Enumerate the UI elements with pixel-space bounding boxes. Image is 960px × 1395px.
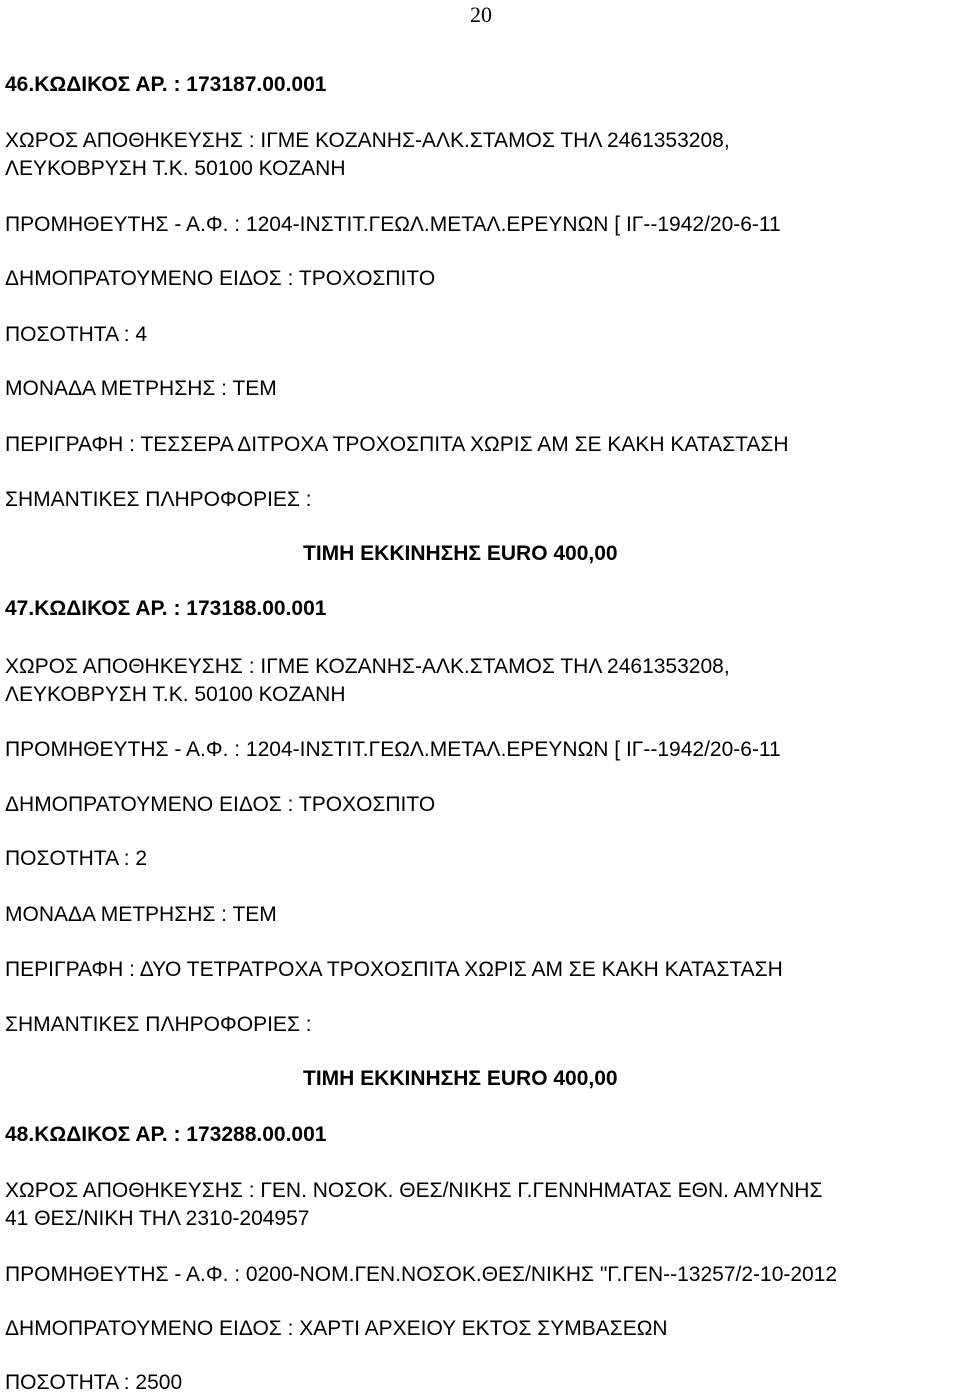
- storage-location: ΧΩΡΟΣ ΑΠΟΘΗΚΕΥΣΗΣ : ΙΓΜΕ ΚΟΖΑΝΗΣ-ΑΛΚ.ΣΤΑΜΟΣ ΤΗΛ 2461353208,: [5, 129, 730, 152]
- storage-location-continued: ΛΕΥΚΟΒΡΥΣΗ Τ.Κ. 50100 ΚΟΖΑΝΗ: [5, 157, 346, 180]
- important-info: ΣΗΜΑΝΤΙΚΕΣ ΠΛΗΡΟΦΟΡΙΕΣ :: [5, 488, 312, 511]
- important-info: ΣΗΜΑΝΤΙΚΕΣ ΠΛΗΡΟΦΟΡΙΕΣ :: [5, 1013, 312, 1036]
- supplier: ΠΡΟΜΗΘΕΥΤΗΣ - Α.Φ. : 0200-ΝΟΜ.ΓΕΝ.ΝΟΣΟΚ.ΘΕΣ/ΝΙΚΗΣ "Γ.ΓΕΝ--13257/2-10-2012: [5, 1263, 838, 1286]
- description: ΠΕΡΙΓΡΑΦΗ : ΤΕΣΣΕΡΑ ΔΙΤΡΟΧΑ ΤΡΟΧΟΣΠΙΤΑ ΧΩΡΙΣ ΑΜ ΣΕ ΚΑΚΗ ΚΑΤΑΣΤΑΣΗ: [5, 433, 789, 456]
- starting-price: ΤΙΜΗ ΕΚΚΙΝΗΣΗΣ EURO 400,00: [303, 542, 618, 565]
- supplier: ΠΡΟΜΗΘΕΥΤΗΣ - Α.Φ. : 1204-ΙΝΣΤΙΤ.ΓΕΩΛ.ΜΕΤΑΛ.ΕΡΕΥΝΩΝ [ ΙΓ--1942/20-6-11: [5, 738, 781, 761]
- item-code: 46.ΚΩΔΙΚΟΣ ΑΡ. : 173187.00.001: [5, 73, 327, 96]
- storage-location-continued: ΛΕΥΚΟΒΡΥΣΗ Τ.Κ. 50100 ΚΟΖΑΝΗ: [5, 683, 346, 706]
- storage-location-continued: 41 ΘΕΣ/ΝΙΚΗ ΤΗΛ 2310-204957: [5, 1207, 310, 1230]
- item-type: ΔΗΜΟΠΡΑΤΟΥΜΕΝΟ ΕΙΔΟΣ : ΤΡΟΧΟΣΠΙΤΟ: [5, 793, 436, 816]
- unit-of-measure: ΜΟΝΑΔΑ ΜΕΤΡΗΣΗΣ : ΤΕΜ: [5, 377, 277, 400]
- supplier: ΠΡΟΜΗΘΕΥΤΗΣ - Α.Φ. : 1204-ΙΝΣΤΙΤ.ΓΕΩΛ.ΜΕΤΑΛ.ΕΡΕΥΝΩΝ [ ΙΓ--1942/20-6-11: [5, 213, 781, 236]
- item-type: ΔΗΜΟΠΡΑΤΟΥΜΕΝΟ ΕΙΔΟΣ : ΤΡΟΧΟΣΠΙΤΟ: [5, 267, 436, 290]
- item-type: ΔΗΜΟΠΡΑΤΟΥΜΕΝΟ ΕΙΔΟΣ : ΧΑΡΤΙ ΑΡΧΕΙΟΥ ΕΚΤΟΣ ΣΥΜΒΑΣΕΩΝ: [5, 1317, 668, 1340]
- item-code: 48.ΚΩΔΙΚΟΣ ΑΡ. : 173288.00.001: [5, 1123, 327, 1146]
- quantity: ΠΟΣΟΤΗΤΑ : 2: [5, 847, 148, 870]
- storage-location: ΧΩΡΟΣ ΑΠΟΘΗΚΕΥΣΗΣ : ΓΕΝ. ΝΟΣΟΚ. ΘΕΣ/ΝΙΚΗΣ Γ.ΓΕΝΝΗΜΑΤΑΣ ΕΘΝ. ΑΜΥΝΗΣ: [5, 1179, 823, 1202]
- page-number: 20: [470, 2, 492, 27]
- unit-of-measure: ΜΟΝΑΔΑ ΜΕΤΡΗΣΗΣ : ΤΕΜ: [5, 903, 277, 926]
- quantity: ΠΟΣΟΤΗΤΑ : 4: [5, 323, 148, 346]
- item-code: 47.ΚΩΔΙΚΟΣ ΑΡ. : 173188.00.001: [5, 597, 327, 620]
- description: ΠΕΡΙΓΡΑΦΗ : ΔΥΟ ΤΕΤΡΑΤΡΟΧΑ ΤΡΟΧΟΣΠΙΤΑ ΧΩΡΙΣ ΑΜ ΣΕ ΚΑΚΗ ΚΑΤΑΣΤΑΣΗ: [5, 958, 783, 981]
- quantity: ΠΟΣΟΤΗΤΑ : 2500: [5, 1371, 183, 1394]
- storage-location: ΧΩΡΟΣ ΑΠΟΘΗΚΕΥΣΗΣ : ΙΓΜΕ ΚΟΖΑΝΗΣ-ΑΛΚ.ΣΤΑΜΟΣ ΤΗΛ 2461353208,: [5, 655, 730, 678]
- starting-price: ΤΙΜΗ ΕΚΚΙΝΗΣΗΣ EURO 400,00: [303, 1067, 618, 1090]
